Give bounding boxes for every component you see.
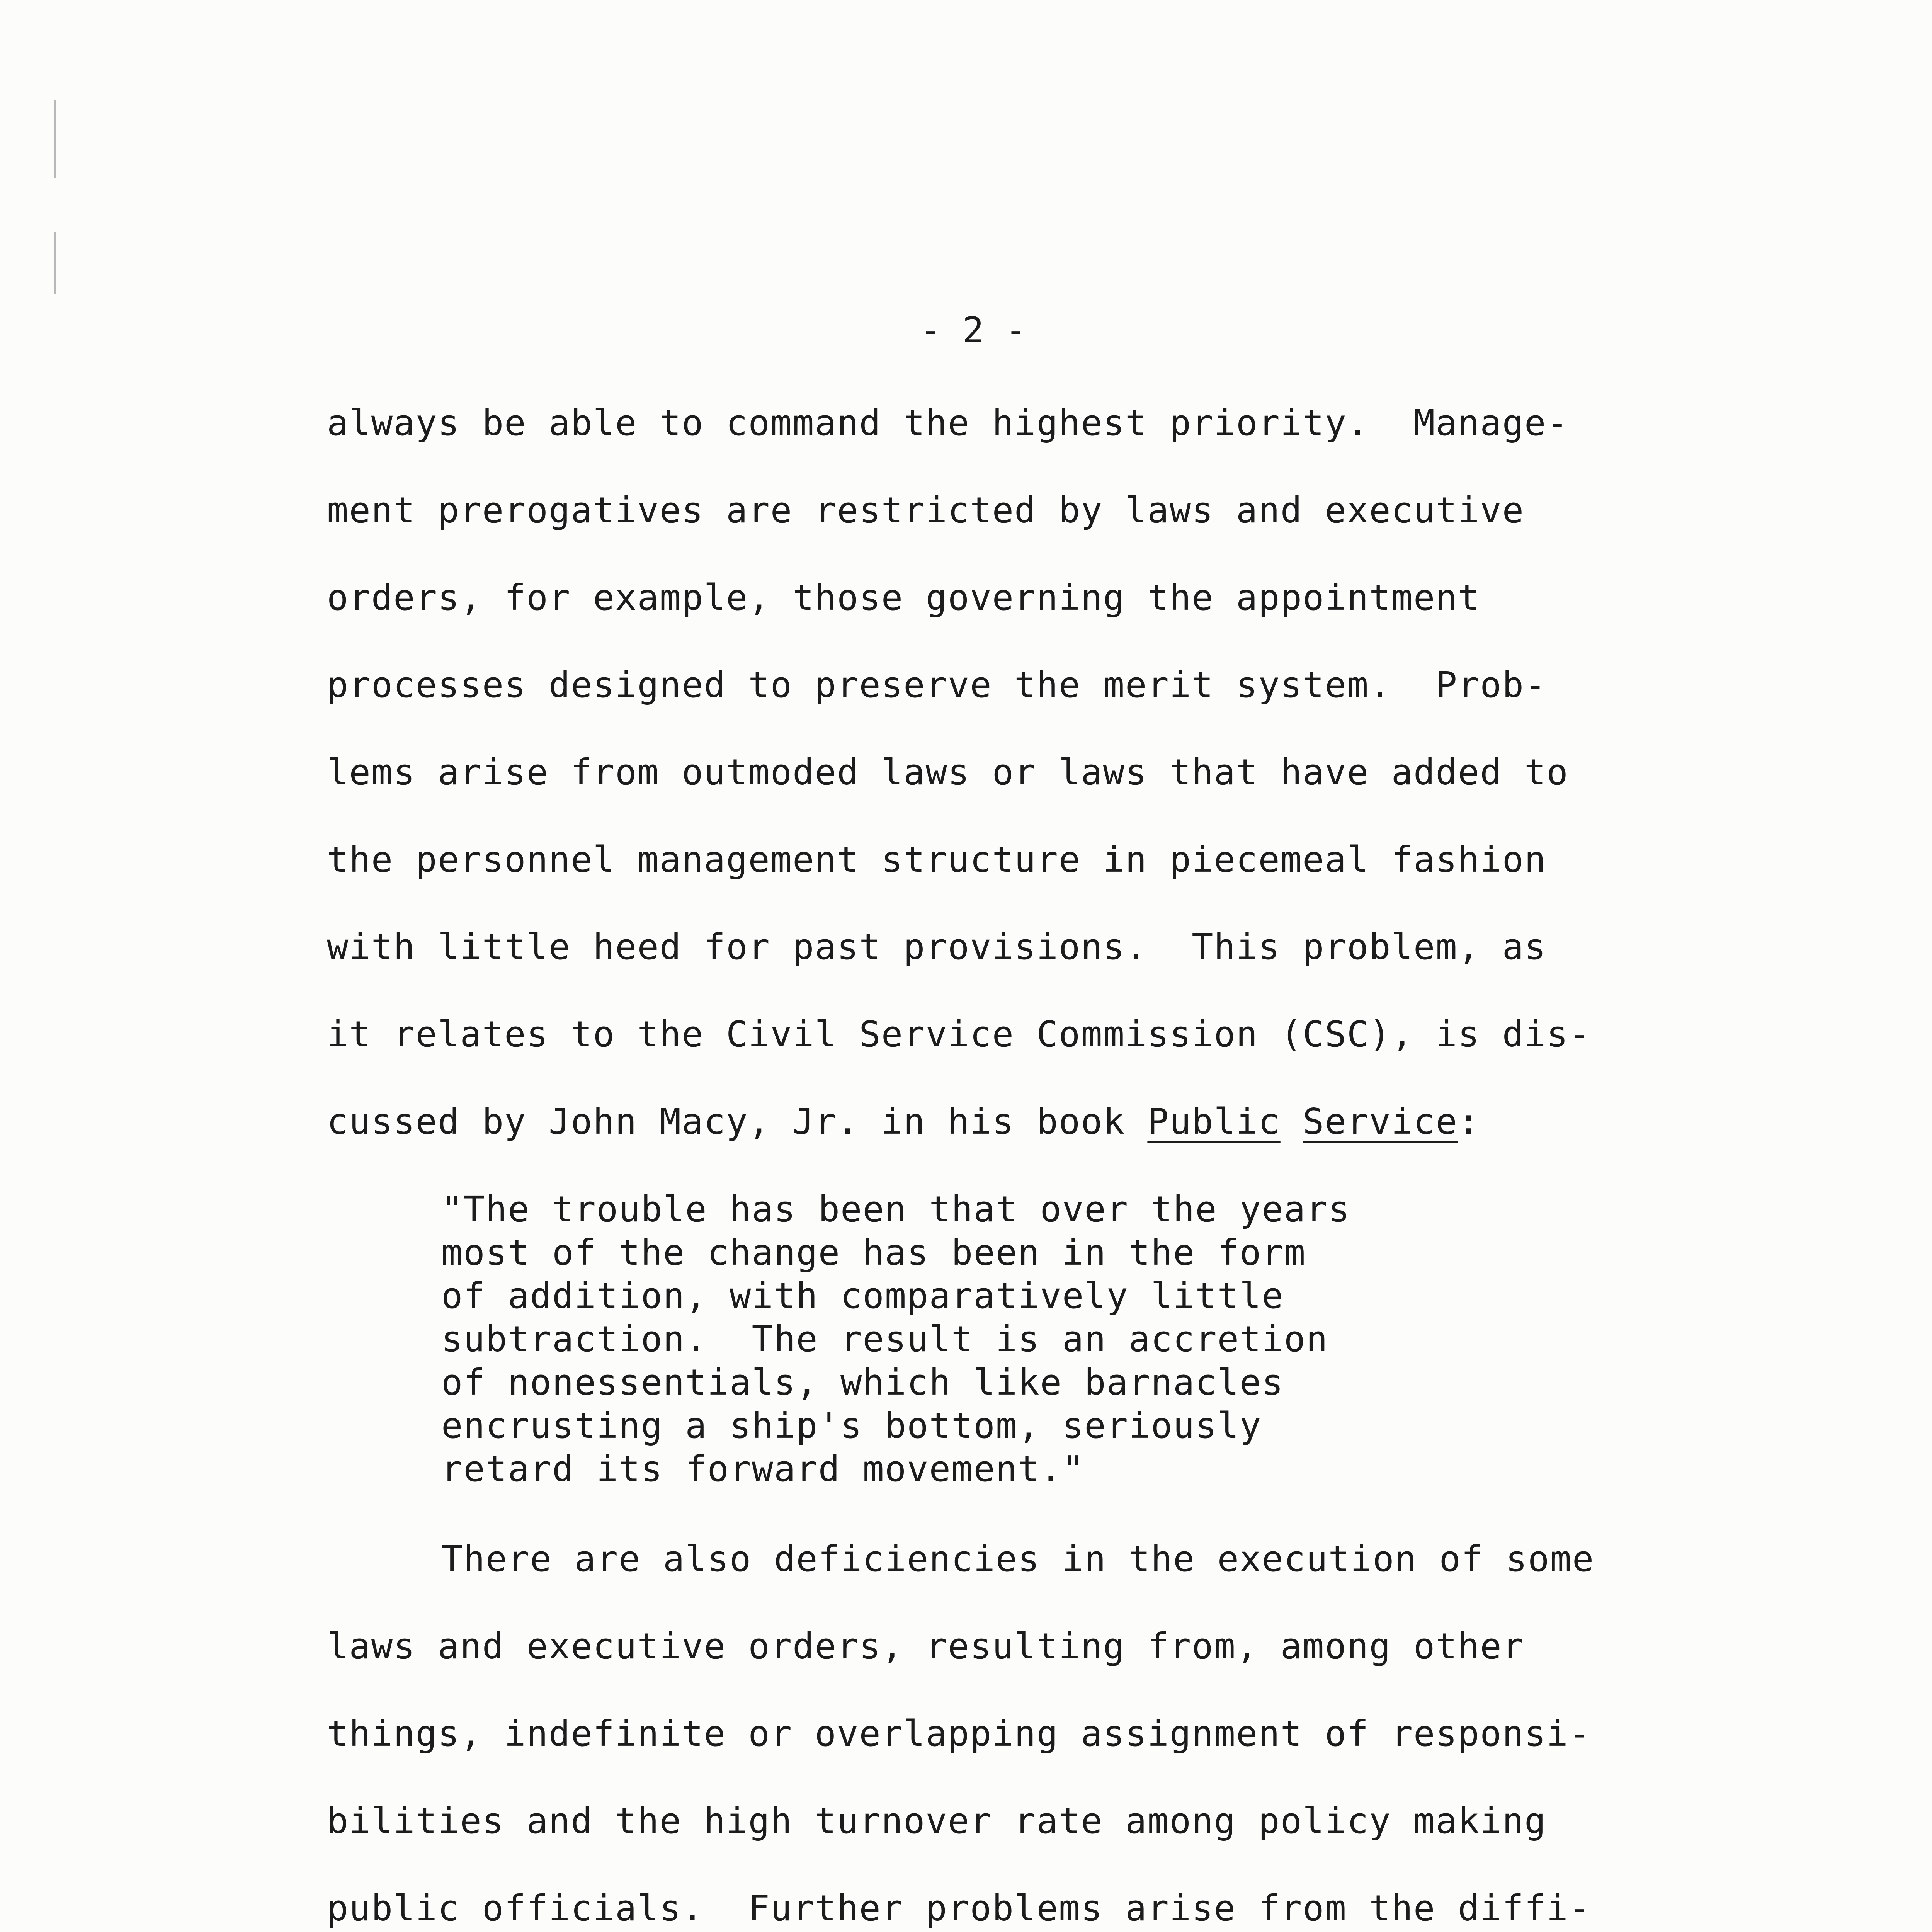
quote-line: most of the change has been in the form — [441, 1232, 1306, 1273]
scan-edge-mark — [54, 232, 56, 294]
text-line: orders, for example, those governing the appointment — [327, 577, 1480, 618]
text-line: processes designed to preserve the merit system. Prob- — [327, 664, 1547, 706]
text-line: lems arise from outmoded laws or laws that have added to — [327, 752, 1569, 793]
book-title-underlined: Service — [1303, 1101, 1458, 1142]
text-line: bilities and the high turnover rate among policy making — [327, 1800, 1547, 1842]
text-line: always be able to command the highest priority. Manage- — [327, 402, 1569, 444]
text-line: it relates to the Civil Service Commission (CSC), is dis- — [327, 1014, 1591, 1055]
text-line: There are also deficiencies in the execution of some — [441, 1538, 1595, 1580]
text-segment — [1281, 1101, 1303, 1142]
text-line: public officials. Further problems arise from the diffi- — [327, 1888, 1591, 1929]
text-line: with little heed for past provisions. This problem, as — [327, 926, 1547, 968]
quote-line: "The trouble has been that over the years — [441, 1189, 1350, 1230]
quote-line: of nonessentials, which like barnacles — [441, 1362, 1284, 1403]
quote-line: of addition, with comparatively little — [441, 1275, 1284, 1316]
text-line: laws and executive orders, resulting from, among other — [327, 1626, 1524, 1667]
page-number: - 2 - — [920, 310, 1027, 351]
text-segment: cussed by John Macy, Jr. in his book — [327, 1101, 1148, 1142]
text-line: ment prerogatives are restricted by laws and executive — [327, 490, 1524, 531]
quote-line: encrusting a ship's bottom, seriously — [441, 1405, 1262, 1446]
text-line — [327, 1100, 1480, 1143]
book-title-underlined: Public — [1147, 1101, 1281, 1142]
text-line: the personnel management structure in piecemeal fashion — [327, 839, 1547, 880]
text-segment: : — [1458, 1101, 1480, 1142]
quote-line: retard its forward movement." — [441, 1448, 1085, 1490]
quote-line: subtraction. The result is an accretion — [441, 1318, 1328, 1360]
scan-edge-mark — [54, 100, 56, 178]
text-line: things, indefinite or overlapping assignment of responsi- — [327, 1713, 1591, 1754]
